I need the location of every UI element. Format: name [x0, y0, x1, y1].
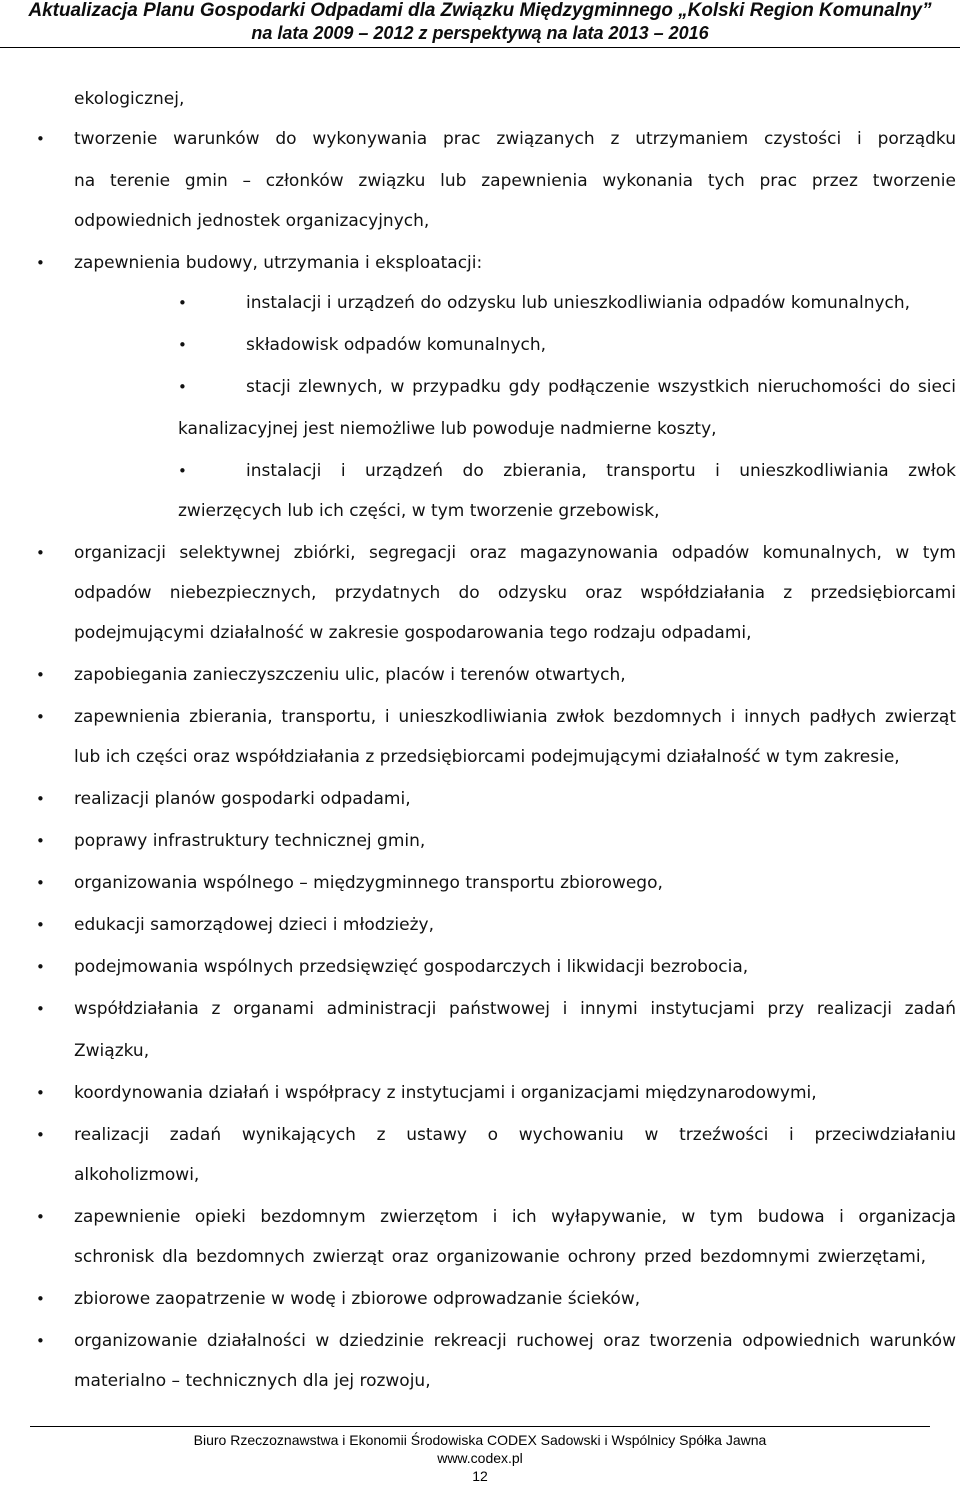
- text-line: instalacji i urządzeń do odzysku lub unieszkodliwiania odpadów komunalnych,: [246, 293, 911, 313]
- text-line: odpadów niebezpiecznych, przydatnych do odzysku oraz współdziałania z przedsiębiorcami: [74, 583, 956, 603]
- bullet: •: [36, 1126, 45, 1144]
- text-line: kanalizacyjnej jest niemożliwe lub powoduje nadmierne koszty,: [178, 419, 717, 439]
- text-line: zapewnienia budowy, utrzymania i eksploatacji:: [74, 253, 483, 273]
- text-line: Związku,: [74, 1041, 150, 1061]
- header-rule: [0, 47, 960, 48]
- text-line: zwierzęcych lub ich części, w tym tworzenie grzebowisk,: [178, 501, 660, 521]
- text-line: ekologicznej,: [74, 89, 185, 109]
- text-line: zapewnienia zbierania, transportu, i unieszkodliwiania zwłok bezdomnych i innych padłych zwierząt: [74, 707, 956, 727]
- text-line: organizowanie działalności w dziedzinie rekreacji ruchowej oraz tworzenia odpowiednich warunków: [74, 1331, 956, 1351]
- bullet: •: [36, 254, 45, 272]
- bullet: •: [36, 958, 45, 976]
- text-line: współdziałania z organami administracji państwowej i innymi instytucjami przy realizacji zadań: [74, 999, 956, 1019]
- bullet: •: [36, 708, 45, 726]
- text-line: podejmowania wspólnych przedsięwzięć gospodarczych i likwidacji bezrobocia,: [74, 957, 749, 977]
- text-line: zbiorowe zaopatrzenie w wodę i zbiorowe odprowadzanie ścieków,: [74, 1289, 641, 1309]
- text-line: instalacji i urządzeń do zbierania, transportu i unieszkodliwiania zwłok: [246, 461, 956, 481]
- page-number: 12: [472, 1468, 488, 1484]
- text-line: stacji zlewnych, w przypadku gdy podłączenie wszystkich nieruchomości do sieci: [246, 377, 956, 397]
- bullet: •: [36, 1290, 45, 1308]
- text-line: schronisk dla bezdomnych zwierząt oraz organizowanie ochrony przed bezdomnymi zwierzętami,: [74, 1247, 926, 1267]
- bullet: •: [36, 1000, 45, 1018]
- text-line: materialno – technicznych dla jej rozwoju,: [74, 1371, 431, 1391]
- bullet: •: [36, 130, 45, 148]
- text-line: zapewnienie opieki bezdomnym zwierzętom i ich wyłapywanie, w tym budowa i organizacja: [74, 1207, 956, 1227]
- text-line: tworzenie warunków do wykonywania prac związanych z utrzymaniem czystości i porządku: [74, 129, 956, 149]
- bullet: •: [36, 1208, 45, 1226]
- text-line: alkoholizmowi,: [74, 1165, 200, 1185]
- text-line: zapobiegania zanieczyszczeniu ulic, placów i terenów otwartych,: [74, 665, 626, 685]
- bullet: •: [36, 832, 45, 850]
- text-line: koordynowania działań i współpracy z instytucjami i organizacjami międzynarodowymi,: [74, 1083, 817, 1103]
- text-line: podejmującymi działalność w zakresie gospodarowania tego rodzaju odpadami,: [74, 623, 752, 643]
- bullet: •: [36, 874, 45, 892]
- footer-company: Biuro Rzeczoznawstwa i Ekonomii Środowiska CODEX Sadowski i Wspólnicy Spółka Jawna: [193, 1432, 767, 1448]
- text-line: edukacji samorządowej dzieci i młodzieży,: [74, 915, 435, 935]
- bullet: •: [36, 666, 45, 684]
- bullet: •: [36, 1084, 45, 1102]
- text-line: realizacji planów gospodarki odpadami,: [74, 789, 411, 809]
- header-title-line2: na lata 2009 – 2012 z perspektywą na lata 2013 – 2016: [251, 23, 709, 43]
- bullet: •: [178, 336, 187, 354]
- text-line: organizowania wspólnego – międzygminnego transportu zbiorowego,: [74, 873, 663, 893]
- text-line: realizacji zadań wynikających z ustawy o wychowaniu w trzeźwości i przeciwdziałaniu: [74, 1125, 956, 1145]
- header-title-line1: Aktualizacja Planu Gospodarki Odpadami dla Związku Międzygminnego „Kolski Region Komunalny”: [28, 0, 932, 21]
- bullet: •: [36, 790, 45, 808]
- bullet: •: [178, 462, 187, 480]
- text-line: na terenie gmin – członków związku lub zapewnienia wykonania tych prac przez tworzenie: [74, 171, 956, 191]
- bullet: •: [36, 544, 45, 562]
- bullet: •: [36, 916, 45, 934]
- text-line: odpowiednich jednostek organizacyjnych,: [74, 211, 430, 231]
- text-line: poprawy infrastruktury technicznej gmin,: [74, 831, 426, 851]
- footer-rule: [30, 1426, 930, 1427]
- text-line: organizacji selektywnej zbiórki, segregacji oraz magazynowania odpadów komunalnych, w tym: [74, 543, 956, 563]
- bullet: •: [178, 378, 187, 396]
- bullet: •: [36, 1332, 45, 1350]
- footer-website: www.codex.pl: [437, 1450, 523, 1466]
- bullet: •: [178, 294, 187, 312]
- text-line: lub ich części oraz współdziałania z przedsiębiorcami podejmującymi działalność w tym zakresie,: [74, 747, 900, 767]
- text-line: składowisk odpadów komunalnych,: [246, 335, 547, 355]
